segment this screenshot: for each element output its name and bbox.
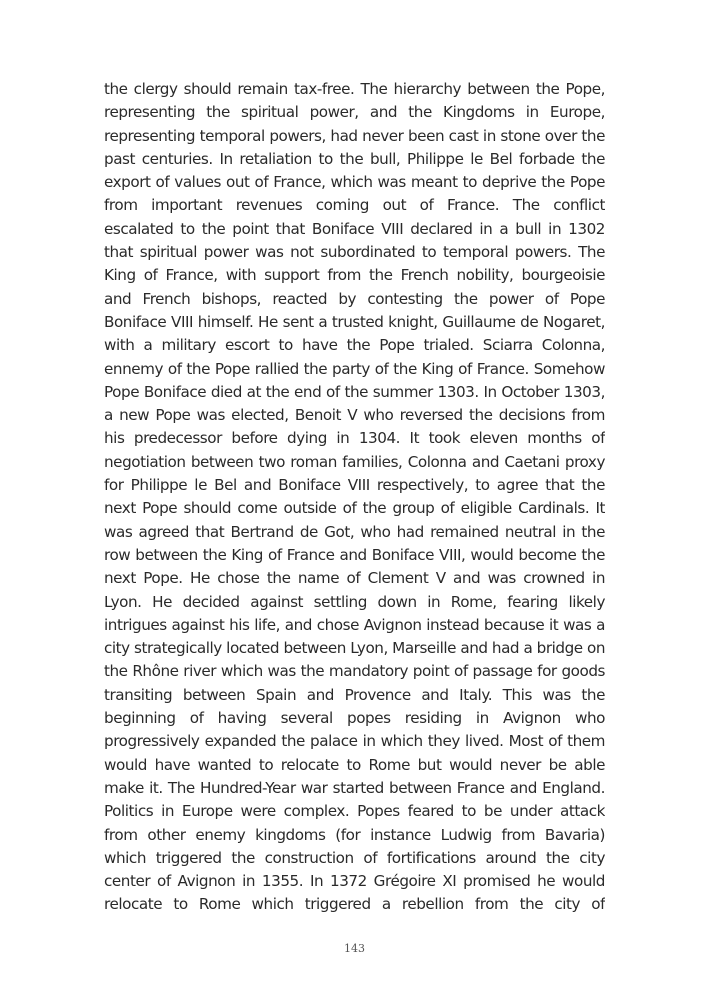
body-text: [104, 78, 605, 917]
text-line: ennemy of the Pope rallied the party of the King of France. Somehow: [104, 359, 605, 378]
text-line: Pope Boniface died at the end of the summer 1303. In October 1303,: [104, 382, 605, 401]
text-line: negotiation between two roman families, Colonna and Caetani proxy: [104, 452, 605, 471]
text-line: Boniface VIII himself. He sent a trusted knight, Guillaume de Nogaret,: [104, 312, 605, 331]
text-line: transiting between Spain and Provence and Italy. This was the: [104, 685, 605, 704]
text-line: from important revenues coming out of France. The conflict: [104, 196, 605, 215]
text-line: with a military escort to have the Pope trialed. Sciarra Colonna,: [104, 336, 605, 355]
text-line: Politics in Europe were complex. Popes feared to be under attack: [104, 802, 605, 821]
text-line: next Pope. He chose the name of Clement V and was crowned in: [104, 569, 605, 588]
text-line: from other enemy kingdoms (for instance Ludwig from Bavaria): [104, 825, 605, 844]
text-line: intrigues against his life, and chose Avignon instead because it was a: [104, 615, 605, 634]
text-line: would have wanted to relocate to Rome but would never be able: [104, 755, 605, 774]
text-line: representing the spiritual power, and the Kingdoms in Europe,: [104, 103, 605, 122]
text-line: progressively expanded the palace in which they lived. Most of them: [104, 732, 605, 751]
text-line: Lyon. He decided against settling down in Rome, fearing likely: [104, 592, 605, 611]
text-line: the clergy should remain tax-free. The hierarchy between the Pope,: [104, 80, 605, 98]
text-line: city strategically located between Lyon, Marseille and had a bridge on: [104, 639, 605, 658]
text-line: was agreed that Bertrand de Got, who had remained neutral in the: [104, 522, 605, 541]
text-line: representing temporal powers, had never been cast in stone over the: [104, 126, 605, 145]
text-line: export of values out of France, which was meant to deprive the Pope: [104, 173, 605, 192]
text-line: relocate to Rome which triggered a rebellion from the city of: [104, 895, 605, 914]
text-line: past centuries. In retaliation to the bull, Philippe le Bel forbade the: [104, 149, 605, 168]
text-line: beginning of having several popes residing in Avignon who: [104, 709, 605, 728]
text-line: which triggered the construction of fortifications around the city: [104, 848, 605, 867]
text-line: center of Avignon in 1355. In 1372 Grégoire XI promised he would: [104, 872, 605, 891]
text-line: for Philippe le Bel and Boniface VIII respectively, to agree that the: [104, 476, 605, 495]
text-line: make it. The Hundred-Year war started between France and England.: [104, 778, 605, 797]
text-line: and French bishops, reacted by contesting the power of Pope: [104, 289, 605, 308]
text-line: a new Pope was elected, Benoit V who reversed the decisions from: [104, 406, 605, 425]
text-line: row between the King of France and Boniface VIII, would become the: [104, 545, 605, 564]
page-number: 143: [344, 942, 365, 955]
text-line: that spiritual power was not subordinated to temporal powers. The: [104, 243, 605, 262]
text-line: the Rhône river which was the mandatory point of passage for goods: [104, 662, 605, 681]
text-line: King of France, with support from the French nobility, bourgeoisie: [104, 266, 605, 285]
text-line: next Pope should come outside of the group of eligible Cardinals. It: [104, 499, 605, 518]
text-line: escalated to the point that Boniface VIII declared in a bull in 1302: [104, 219, 605, 238]
text-line: his predecessor before dying in 1304. It took eleven months of: [104, 429, 605, 448]
